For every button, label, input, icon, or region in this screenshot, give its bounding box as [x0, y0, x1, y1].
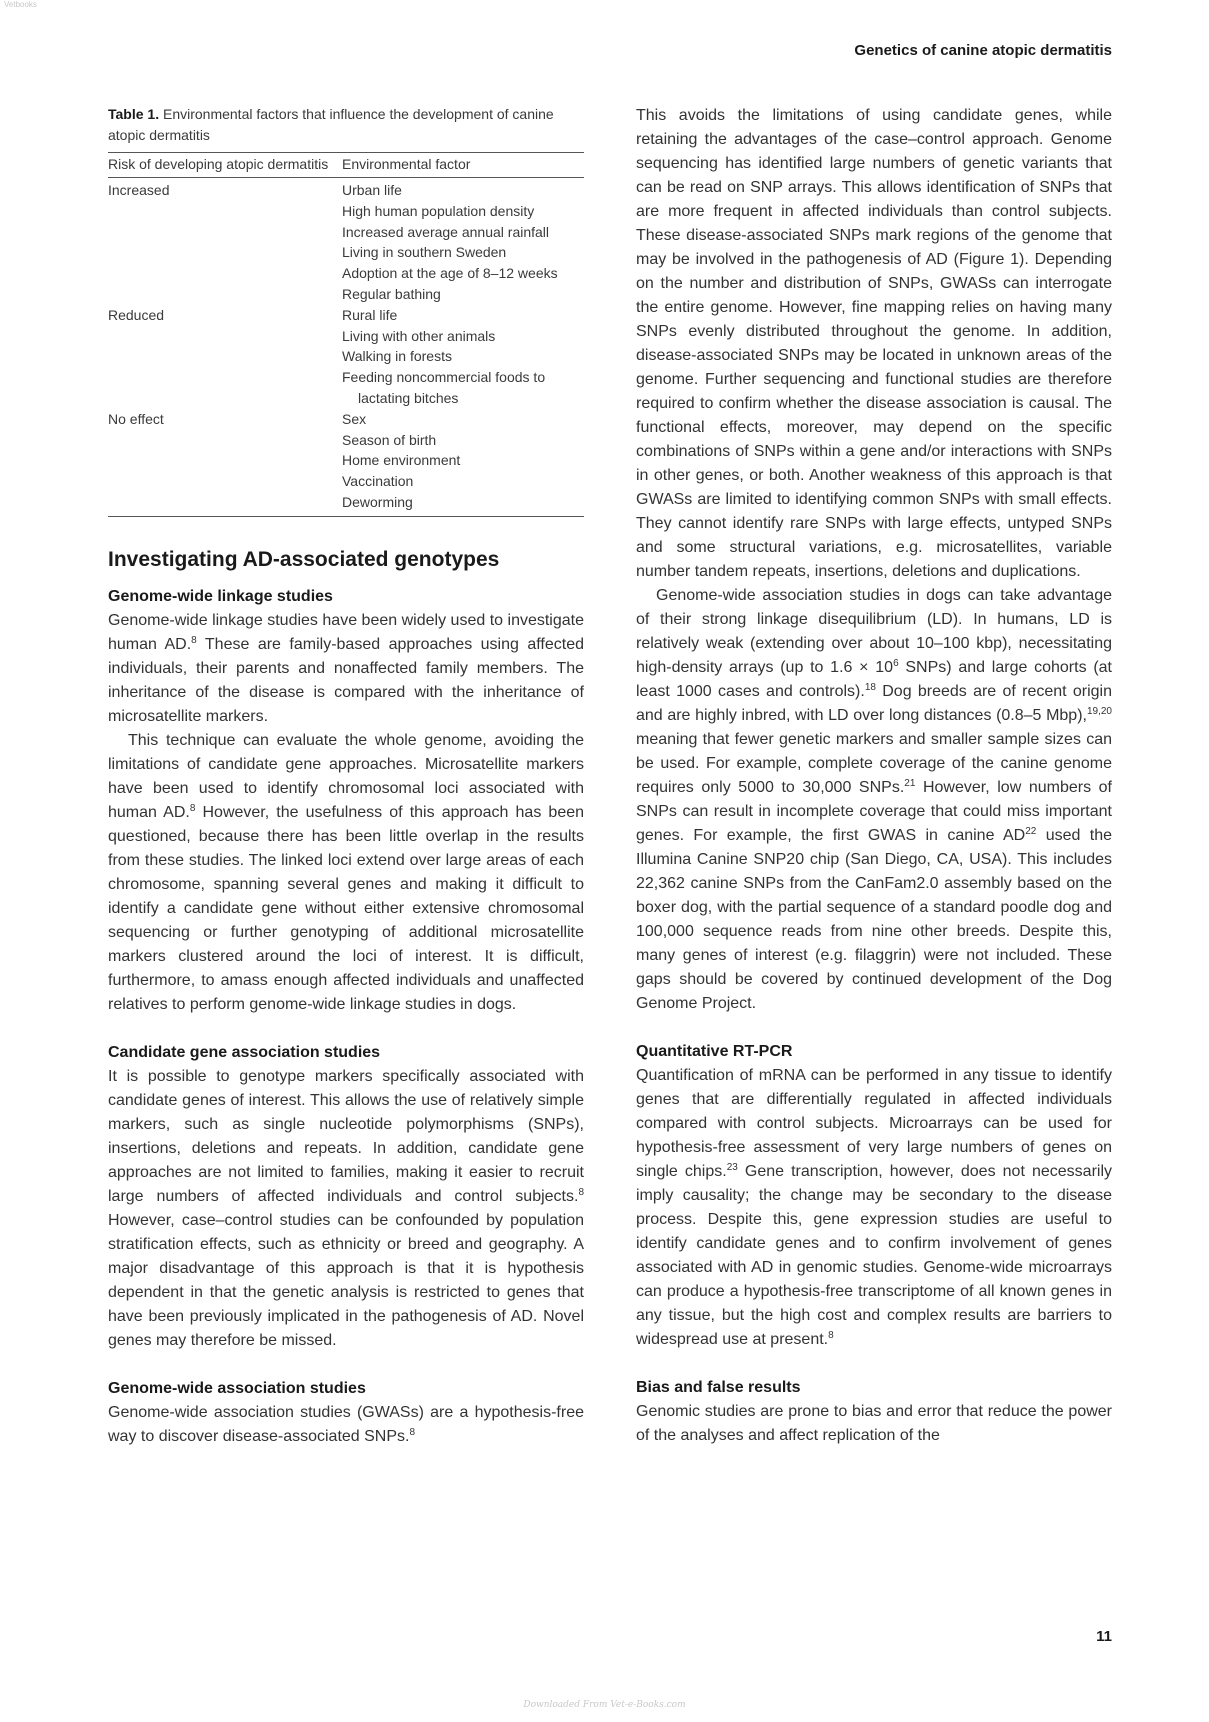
gwls-paragraph-2	[108, 729, 584, 1017]
reference-marker: 8	[828, 1330, 834, 1341]
factor-item: Living in southern Sweden	[342, 244, 507, 261]
gwls-paragraph-1	[108, 609, 584, 729]
factor-cell	[342, 305, 584, 409]
table-header-row	[108, 153, 584, 178]
text-run: used the Illumina Canine SNP20 chip (San Diego, CA, USA). This includes 22,362 canine SNPs from the CanFam2.0 assembly based on the boxer dog, with the partial sequence of a standard poodle dog and 100,000 sequence reads from nine other breeds. Despite this, many genes of interest (e.g. filaggrin) were not included. These gaps should be covered by continued development of the Dog Genome Project.	[636, 827, 1113, 1012]
risk-header: Risk of developing atopic dermatitis	[108, 156, 329, 172]
factor-item: Vaccination	[342, 473, 414, 490]
text-run: Gene transcription, however, does not necessarily imply causality; the change may be secondary to the disease process. Despite this, gene expression studies are useful to identify candidate genes and to confirm involvement of genes associated with AD in genomic studies. Genome-wide microarrays can produce a hypothesis-free transcriptome of all known genes in any tissue, but the high cost and complex results are barriers to widespread use at present.	[636, 1163, 1113, 1348]
gwls-heading: Genome-wide linkage studies	[108, 587, 333, 605]
reference-marker: 18	[864, 682, 876, 693]
factor-item: Living with other animals	[342, 327, 496, 344]
factor-header: Environmental factor	[342, 156, 471, 172]
reference-marker: 8	[191, 634, 197, 646]
text-run: SNPs) and large cohorts (at least 1000 cases and controls).	[636, 659, 1112, 700]
watermark-top: Vetbooks	[4, 0, 37, 9]
reference-marker: 19,20	[1086, 706, 1112, 717]
gwas-paragraph-1-cont	[636, 104, 1112, 584]
table-caption	[108, 104, 584, 146]
risk-cell: Increased	[108, 182, 170, 198]
bias-heading: Bias and false results	[636, 1379, 801, 1396]
cgas-heading: Candidate gene association studies	[108, 1043, 381, 1061]
table-label: Table 1.	[108, 106, 160, 122]
page-number: 11	[1096, 1628, 1112, 1645]
text-run: These are family-based approaches using affected individuals, their parents and nonaffected family members. The inheritance of the disease is compared with the inheritance of microsatellite markers.	[108, 635, 585, 725]
cgas-paragraph-1	[108, 1065, 584, 1353]
reference-marker: 8	[189, 802, 196, 814]
text-run: However, case–control studies can be confounded by population stratification effects, such as ethnicity or breed and geography. A major disadvantage of this approach is that it is hypothesis dependent in that the genetic analysis is restricted to genes that have been previously implicated in the pathogenesis of AD. Novel genes may therefore be missed.	[108, 1211, 584, 1349]
text-run: It is possible to genotype markers specifically associated with candidate genes of interest. This allows the use of relatively simple markers, such as single nucleotide polymorphisms (SNPs), insertions, deletions and repeats. In addition, candidate gene approaches are not limited to families, making it easier to recruit large numbers of affected individuals and control subjects.	[108, 1067, 584, 1205]
section-title: Investigating AD-associated genotypes	[108, 547, 500, 571]
text-run: Quantification of mRNA can be performed in any tissue to identify genes that are differentially regulated in affected individuals compared with control subjects. Microarrays can be used for hypothesis-free assessment of very large numbers of genes on single chips.	[636, 1067, 1112, 1180]
factor-item: Deworming	[342, 493, 413, 510]
reference-marker: 22	[1025, 826, 1037, 837]
text-run: Dog breeds are of recent origin and are highly inbred, with LD over long distances (0.8–5 Mbp),	[636, 683, 1113, 724]
factor-item: Home environment	[342, 452, 461, 469]
right-column	[636, 104, 1112, 1448]
bias-paragraph-1: Genomic studies are prone to bias and error that reduce the power of the analyses and affect replication of the	[636, 1403, 1112, 1444]
gwas-paragraph-1-start	[108, 1401, 584, 1449]
reference-marker: 23	[726, 1162, 738, 1173]
risk-cell: No effect	[108, 410, 164, 427]
reference-marker: 8	[409, 1426, 416, 1438]
exponent: 6	[893, 658, 899, 669]
text-run: Genome-wide association studies in dogs can take advantage of their strong linkage disequilibrium (LD). In humans, LD is relatively weak (extending over about 10–100 kbp), necessitating high-density arrays (up to 1.6 × 10	[636, 587, 1112, 676]
factor-item: High human population density	[342, 202, 535, 219]
factor-item: Walking in forests	[342, 348, 452, 365]
qrtpcr-paragraph-1	[636, 1064, 1112, 1352]
factor-item: Season of birth	[342, 431, 437, 448]
running-head: Genetics of canine atopic dermatitis	[854, 42, 1112, 59]
factor-item: Urban life	[342, 182, 402, 198]
text-run: This avoids the limitations of using candidate genes, while retaining the advantages of the case–control approach. Genome sequencing has identified large numbers of genetic variants that can be read on SNP arrays. This allows identification of SNPs that are more frequent in affected individuals than control subjects. These disease-associated SNPs mark regions of the genome that may be involved in the pathogenesis of AD (Figure 1). Depending on the number and distribution of SNPs, GWASs can interrogate the entire genome. However, fine mapping relies on having many SNPs evenly distributed throughout the genome. In addition, disease-associated SNPs may be located in unknown areas of the genome. Further sequencing and functional studies are therefore required to confirm whether the disease association is causal. The functional effects, moreover, may depend on the specific combinations of SNPs within a gene and/or interactions with SNPs in other genes, or both. Another weakness of this approach is that GWASs are limited to identifying common SNPs with small effects. They cannot identify rare SNPs with large effects, untyped SNPs and some structural variations, e.g. microsatellites, variable number tandem repeats, insertions, deletions and duplications.	[636, 107, 1112, 580]
factor-item: Adoption at the age of 8–12 weeks	[342, 265, 558, 282]
left-column	[108, 104, 584, 1449]
environmental-factors-table	[108, 152, 584, 517]
watermark-bottom: Downloaded From Vet-e-Books.com	[523, 1700, 686, 1710]
text-run: This technique can evaluate the whole genome, avoiding the limitations of candidate gene approaches. Microsatellite markers have been used to identify chromosomal loci associated with human AD.	[108, 731, 584, 821]
factor-item: Rural life	[342, 306, 398, 323]
reference-marker: 8	[578, 1186, 584, 1198]
table-row	[108, 305, 584, 409]
text-run: Genome-wide association studies (GWASs) are a hypothesis-free way to discover disease-associated SNPs.	[108, 1403, 584, 1445]
table-row	[108, 178, 584, 305]
factor-item: Regular bathing	[342, 285, 441, 302]
factor-cell	[342, 178, 584, 305]
qrtpcr-heading: Quantitative RT-PCR	[636, 1043, 793, 1060]
table-row	[108, 409, 584, 516]
gwas-heading: Genome-wide association studies	[108, 1379, 366, 1397]
factor-item: Sex	[342, 410, 367, 427]
text-run: Genome-wide linkage studies have been widely used to investigate human AD.	[108, 611, 584, 653]
text-run: However, the usefulness of this approach has been questioned, because there has been little overlap in the results from these studies. The linked loci extend over large areas of each chromosome, spanning several genes and making it difficult to identify a candidate gene without either extensive chromosomal sequencing or further genotyping of additional microsatellite markers clustered around the loci of interest. It is difficult, furthermore, to amass enough affected individuals and unaffected relatives to perform genome-wide linkage studies in dogs.	[108, 803, 585, 1013]
factor-item: Increased average annual rainfall	[342, 223, 550, 240]
text-run: However, low numbers of SNPs can result in incomplete coverage that could miss important genes. For example, the first GWAS in canine AD	[636, 779, 1112, 844]
table-caption-text: Environmental factors that influence the development of canine atopic dermatitis	[108, 106, 554, 143]
text-run: meaning that fewer genetic markers and smaller sample sizes can be used. For example, complete coverage of the canine genome requires only 5000 to 30,000 SNPs.	[636, 731, 1112, 796]
reference-marker: 21	[904, 778, 916, 789]
risk-cell: Reduced	[108, 306, 165, 323]
factor-cell	[342, 409, 584, 516]
gwas-paragraph-2	[636, 584, 1112, 1016]
factor-item: Feeding noncommercial foods to lactating bitches	[342, 369, 546, 406]
